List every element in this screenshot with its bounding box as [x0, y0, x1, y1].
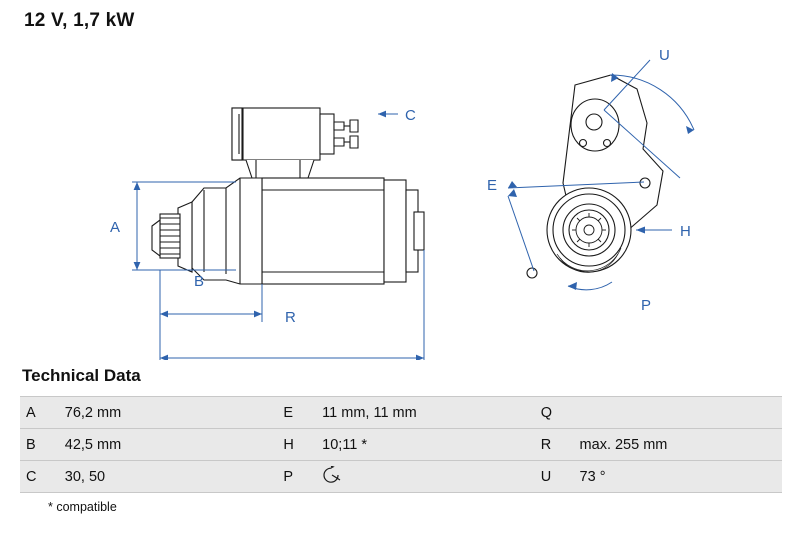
- footnote: * compatible: [48, 500, 117, 514]
- label-H: H: [680, 223, 691, 240]
- row-key-q: Q: [535, 397, 572, 429]
- row-value-b: 42,5 mm: [57, 429, 278, 461]
- row-key-p: P: [277, 461, 314, 493]
- table-row: [20, 397, 782, 429]
- starter-side-view: [152, 108, 424, 284]
- label-C: C: [405, 107, 416, 124]
- row-value-e: 11 mm, 11 mm: [314, 397, 535, 429]
- row-key-a: A: [20, 397, 57, 429]
- row-value-r: max. 255 mm: [572, 429, 782, 461]
- label-R: R: [285, 309, 296, 326]
- row-value-p: [314, 461, 535, 493]
- label-U: U: [659, 47, 670, 64]
- starter-front-view: [527, 75, 663, 278]
- row-key-c: C: [20, 461, 57, 493]
- row-value-q: [572, 397, 782, 429]
- row-key-r: R: [535, 429, 572, 461]
- row-key-h: H: [277, 429, 314, 461]
- table-row: [20, 461, 782, 493]
- row-value-a: 76,2 mm: [57, 397, 278, 429]
- label-P: P: [641, 297, 652, 314]
- row-key-b: B: [20, 429, 57, 461]
- table-row: [20, 429, 782, 461]
- label-E: E: [487, 177, 498, 194]
- row-key-e: E: [277, 397, 314, 429]
- product-drawing: [0, 30, 800, 360]
- page-title: 12 V, 1,7 kW: [24, 10, 135, 31]
- row-value-c: 30, 50: [57, 461, 278, 493]
- row-value-u: 73 °: [572, 461, 782, 493]
- row-key-u: U: [535, 461, 572, 493]
- rotation-direction-icon: [322, 466, 342, 488]
- row-value-h: 10;11 *: [314, 429, 535, 461]
- tech-data-table: [20, 396, 782, 493]
- tech-data-heading: Technical Data: [22, 366, 141, 385]
- label-A: A: [110, 219, 121, 236]
- label-B: B: [194, 273, 205, 290]
